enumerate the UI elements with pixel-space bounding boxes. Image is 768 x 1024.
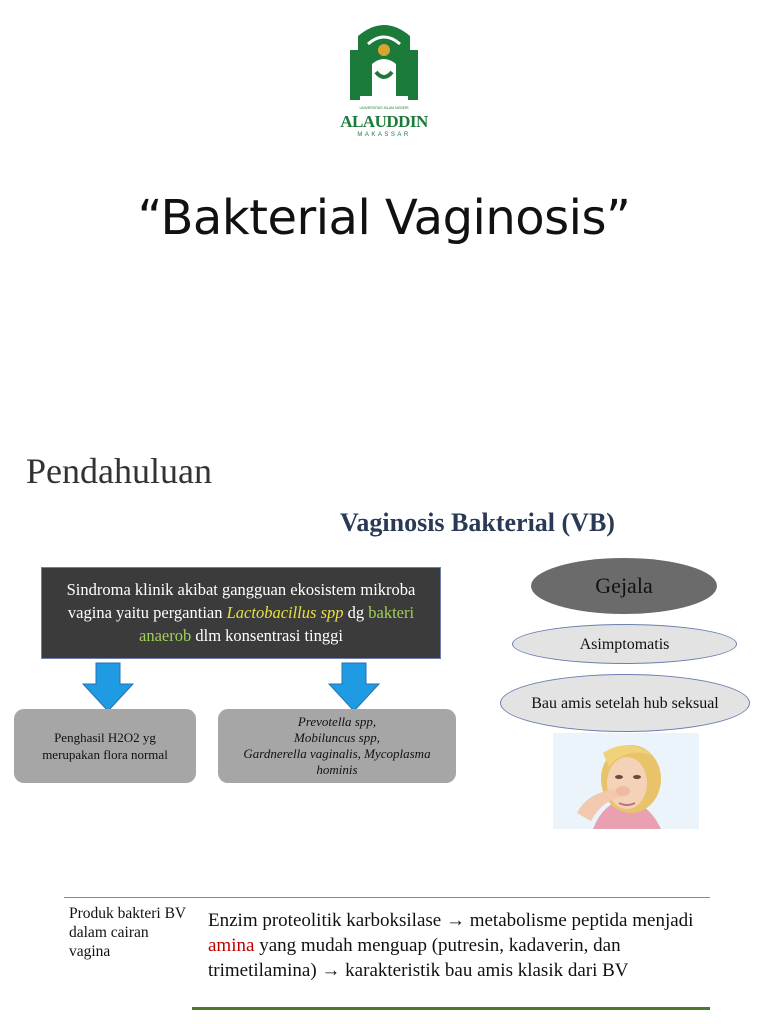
symptoms-header: Gejala [531, 558, 717, 614]
anaerob-bacteria-box [218, 709, 456, 783]
symptom-item: Bau amis setelah hub seksual [500, 674, 750, 732]
product-text-2: yang mudah menguap (putresin, kadaverin, dan trimetilamina) → karakteristik bau amis klasik dari BV [208, 935, 629, 981]
bacteria-line-3: Gardnerella vaginalis, Mycoplasma [243, 746, 431, 761]
definition-anaerob: bakteri anaerob [139, 603, 415, 645]
product-description [208, 908, 708, 983]
woman-holding-nose-image [553, 733, 699, 829]
mosque-emblem-icon [338, 20, 430, 110]
normal-flora-line-2: merupakan flora normal [42, 747, 168, 762]
symptom-item: Asimptomatis [512, 624, 737, 664]
definition-text-3: dlm konsentrasi tinggi [191, 626, 343, 645]
normal-flora-box [14, 709, 196, 783]
down-arrow-icon [82, 662, 134, 712]
product-text-1: Enzim proteolitik karboksilase → metabolisme peptida menjadi [208, 910, 694, 931]
woman-photo-illustration [553, 733, 699, 829]
definition-text-1: Sindroma klinik akibat gangguan ekosistem mikroba vagina yaitu pergantian [66, 580, 416, 622]
logo-subtitle: MAKASSAR [357, 132, 411, 138]
product-amina: amina [208, 935, 255, 956]
section-subheading: Vaginosis Bakterial (VB) [340, 508, 615, 537]
down-arrow-icon [328, 662, 380, 712]
logo-caption: UNIVERSITAS ISLAM NEGERI [359, 106, 409, 110]
table-bottom-border [192, 1007, 710, 1010]
slide-title: “Bakterial Vaginosis” [137, 190, 631, 246]
bacteria-line-4: hominis [316, 762, 358, 777]
logo-name: ALAUDDIN [340, 112, 428, 131]
table-top-border [64, 897, 710, 898]
title-slide [0, 0, 768, 420]
definition-text-2: dg [343, 603, 369, 622]
university-logo [338, 20, 430, 146]
definition-box [41, 567, 441, 659]
bacterial-products-table [64, 897, 710, 1011]
normal-flora-line-1: Penghasil H2O2 yg [54, 730, 156, 745]
bacteria-line-1: Prevotella spp, [297, 714, 377, 729]
product-label: Produk bakteri BV dalam cairan vagina [69, 905, 186, 960]
section-heading: Pendahuluan [26, 451, 212, 491]
bacteria-line-2: Mobiluncus spp, [294, 730, 380, 745]
definition-lactobacillus: Lactobacillus spp [226, 603, 344, 622]
